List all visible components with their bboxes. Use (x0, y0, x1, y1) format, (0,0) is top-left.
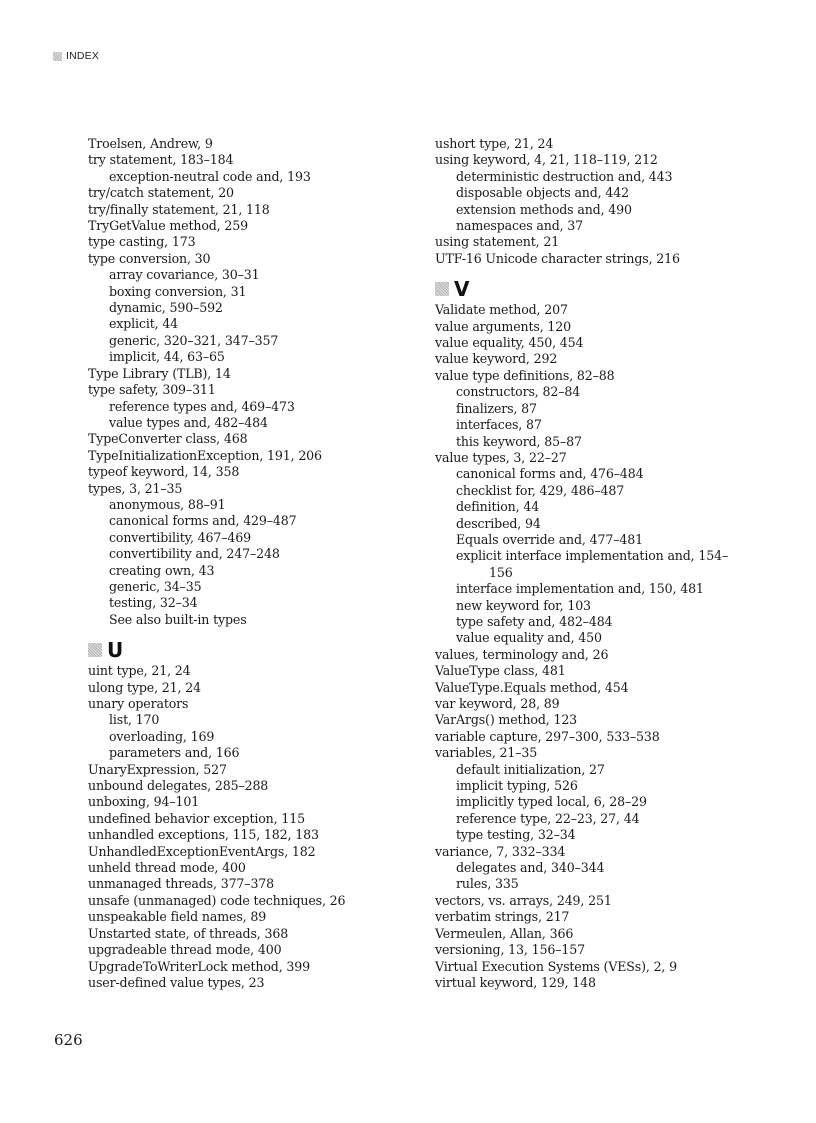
index-entry: unmanaged threads, 377–378 (88, 876, 275, 892)
index-entry: Virtual Execution Systems (VESs), 2, 9 (435, 958, 677, 974)
index-entry: Validate method, 207 (435, 302, 568, 318)
index-entry: values, terminology and, 26 (435, 646, 609, 662)
index-subentry: disposable objects and, 442 (456, 185, 629, 201)
index-subentry: checklist for, 429, 486–487 (456, 482, 625, 498)
index-entry: type conversion, 30 (88, 250, 211, 266)
index-entry: unspeakable field names, 89 (88, 909, 267, 925)
index-subentry: Equals override and, 477–481 (456, 531, 643, 547)
index-entry: ValueType.Equals method, 454 (435, 679, 629, 695)
index-subentry: canonical forms and, 429–487 (109, 513, 297, 529)
index-entry: Vermeulen, Allan, 366 (435, 925, 574, 941)
index-subentry: testing, 32–34 (109, 595, 198, 611)
index-subentry: dynamic, 590–592 (109, 300, 223, 316)
index-subentry: canonical forms and, 476–484 (456, 466, 644, 482)
index-entry: unsafe (unmanaged) code techniques, 26 (88, 892, 346, 908)
index-subentry: anonymous, 88–91 (109, 496, 226, 512)
index-entry: UTF-16 Unicode character strings, 216 (435, 250, 680, 266)
index-entry: VarArgs() method, 123 (435, 712, 578, 728)
index-entry: Troelsen, Andrew, 9 (88, 136, 213, 151)
index-subentry: exception-neutral code and, 193 (109, 168, 311, 184)
index-subentry: See also built-in types (109, 611, 247, 627)
square-bullet-icon (435, 282, 449, 296)
index-entry: try/finally statement, 21, 118 (88, 201, 270, 217)
index-subentry: type testing, 32–34 (456, 827, 576, 843)
index-subentry: convertibility and, 247–248 (109, 546, 280, 562)
index-subentry: generic, 320–321, 347–357 (109, 332, 279, 348)
index-entry: ValueType class, 481 (435, 663, 566, 679)
index-entry: TypeConverter class, 468 (88, 431, 248, 447)
section-letter: U (107, 637, 124, 662)
index-subentry: interface implementation and, 150, 481 (456, 581, 704, 597)
section-letter: V (454, 276, 470, 301)
index-subentry: overloading, 169 (109, 728, 215, 744)
index-entry: versioning, 13, 156–157 (435, 942, 585, 958)
index-subentry: generic, 34–35 (109, 578, 202, 594)
index-column-right (435, 136, 745, 991)
index-entry: Unstarted state, of threads, 368 (88, 925, 289, 941)
index-entry: UpgradeToWriterLock method, 399 (88, 958, 310, 974)
index-subentry: finalizers, 87 (456, 400, 537, 416)
index-subentry: this keyword, 85–87 (456, 433, 582, 449)
index-entry: variance, 7, 332–334 (435, 843, 566, 859)
section-letter-heading (435, 275, 745, 302)
index-subentry: list, 170 (109, 712, 160, 728)
index-entry: variables, 21–35 (435, 745, 538, 761)
header-label: INDEX (66, 50, 100, 62)
index-entry: type casting, 173 (88, 234, 196, 250)
index-entry: unbound delegates, 285–288 (88, 778, 269, 794)
index-subentry: implicit, 44, 63–65 (109, 349, 225, 365)
index-entry: try statement, 183–184 (88, 152, 234, 168)
index-entry: UnhandledExceptionEventArgs, 182 (88, 843, 316, 859)
index-entry: value keyword, 292 (435, 351, 558, 367)
index-entry: value type definitions, 82–88 (435, 367, 615, 383)
index-subentry: 156 (489, 564, 513, 580)
index-subentry: definition, 44 (456, 499, 540, 515)
index-entry: vectors, vs. arrays, 249, 251 (435, 892, 612, 908)
index-entry: var keyword, 28, 89 (435, 696, 560, 711)
index-entry: using statement, 21 (435, 234, 560, 250)
square-bullet-icon (53, 52, 62, 61)
index-subentry: boxing conversion, 31 (109, 283, 247, 299)
index-entry: value types, 3, 22–27 (435, 449, 567, 465)
index-entry: UnaryExpression, 527 (88, 761, 227, 777)
index-subentry: namespaces and, 37 (456, 218, 584, 234)
index-entry: unary operators (88, 696, 189, 711)
page-number: 626 (54, 1031, 83, 1049)
index-subentry: reference types and, 469–473 (109, 398, 295, 414)
index-subentry: default initialization, 27 (456, 761, 605, 777)
index-column-left (88, 136, 388, 991)
index-entry: try/catch statement, 20 (88, 185, 234, 201)
index-entry: types, 3, 21–35 (88, 480, 183, 496)
index-entry: ulong type, 21, 24 (88, 679, 201, 695)
index-subentry: parameters and, 166 (109, 745, 240, 761)
index-entry: user-defined value types, 23 (88, 974, 265, 990)
index-subentry: convertibility, 467–469 (109, 529, 251, 545)
index-subentry: described, 94 (456, 515, 541, 531)
index-entry: value arguments, 120 (435, 318, 571, 334)
index-entry: upgradeable thread mode, 400 (88, 942, 282, 958)
index-entry: undefined behavior exception, 115 (88, 810, 305, 826)
index-entry: ushort type, 21, 24 (435, 136, 554, 151)
index-entry: using keyword, 4, 21, 118–119, 212 (435, 152, 658, 168)
index-entry: unheld thread mode, 400 (88, 860, 246, 876)
index-entry: value equality, 450, 454 (435, 335, 584, 351)
index-entry: unboxing, 94–101 (88, 794, 200, 810)
index-entry: typeof keyword, 14, 358 (88, 464, 240, 480)
index-subentry: explicit, 44 (109, 316, 179, 332)
index-subentry: creating own, 43 (109, 562, 215, 578)
section-letter-heading (88, 636, 388, 663)
index-subentry: deterministic destruction and, 443 (456, 168, 673, 184)
square-bullet-icon (88, 643, 102, 657)
index-entry: uint type, 21, 24 (88, 663, 191, 679)
index-subentry: interfaces, 87 (456, 417, 542, 433)
index-entry: unhandled exceptions, 115, 182, 183 (88, 827, 319, 843)
index-subentry: rules, 335 (456, 876, 519, 892)
index-subentry: array covariance, 30–31 (109, 267, 260, 283)
index-entry: TryGetValue method, 259 (88, 218, 248, 234)
index-entry: TypeInitializationException, 191, 206 (88, 447, 322, 463)
index-subentry: delegates and, 340–344 (456, 860, 605, 876)
index-entry: verbatim strings, 217 (435, 909, 570, 925)
index-subentry: new keyword for, 103 (456, 597, 591, 613)
running-header (53, 50, 99, 62)
index-entry: variable capture, 297–300, 533–538 (435, 728, 660, 744)
index-subentry: explicit interface implementation and, 154– (456, 548, 729, 564)
index-subentry: reference type, 22–23, 27, 44 (456, 810, 640, 826)
index-subentry: type safety and, 482–484 (456, 613, 613, 629)
index-subentry: extension methods and, 490 (456, 201, 632, 217)
index-entry: type safety, 309–311 (88, 382, 216, 398)
index-subentry: value equality and, 450 (456, 630, 602, 646)
index-subentry: implicit typing, 526 (456, 778, 578, 794)
index-entry: virtual keyword, 129, 148 (435, 974, 596, 990)
index-entry: Type Library (TLB), 14 (88, 365, 231, 381)
index-subentry: constructors, 82–84 (456, 384, 581, 400)
index-subentry: value types and, 482–484 (109, 414, 268, 430)
index-subentry: implicitly typed local, 6, 28–29 (456, 794, 647, 810)
